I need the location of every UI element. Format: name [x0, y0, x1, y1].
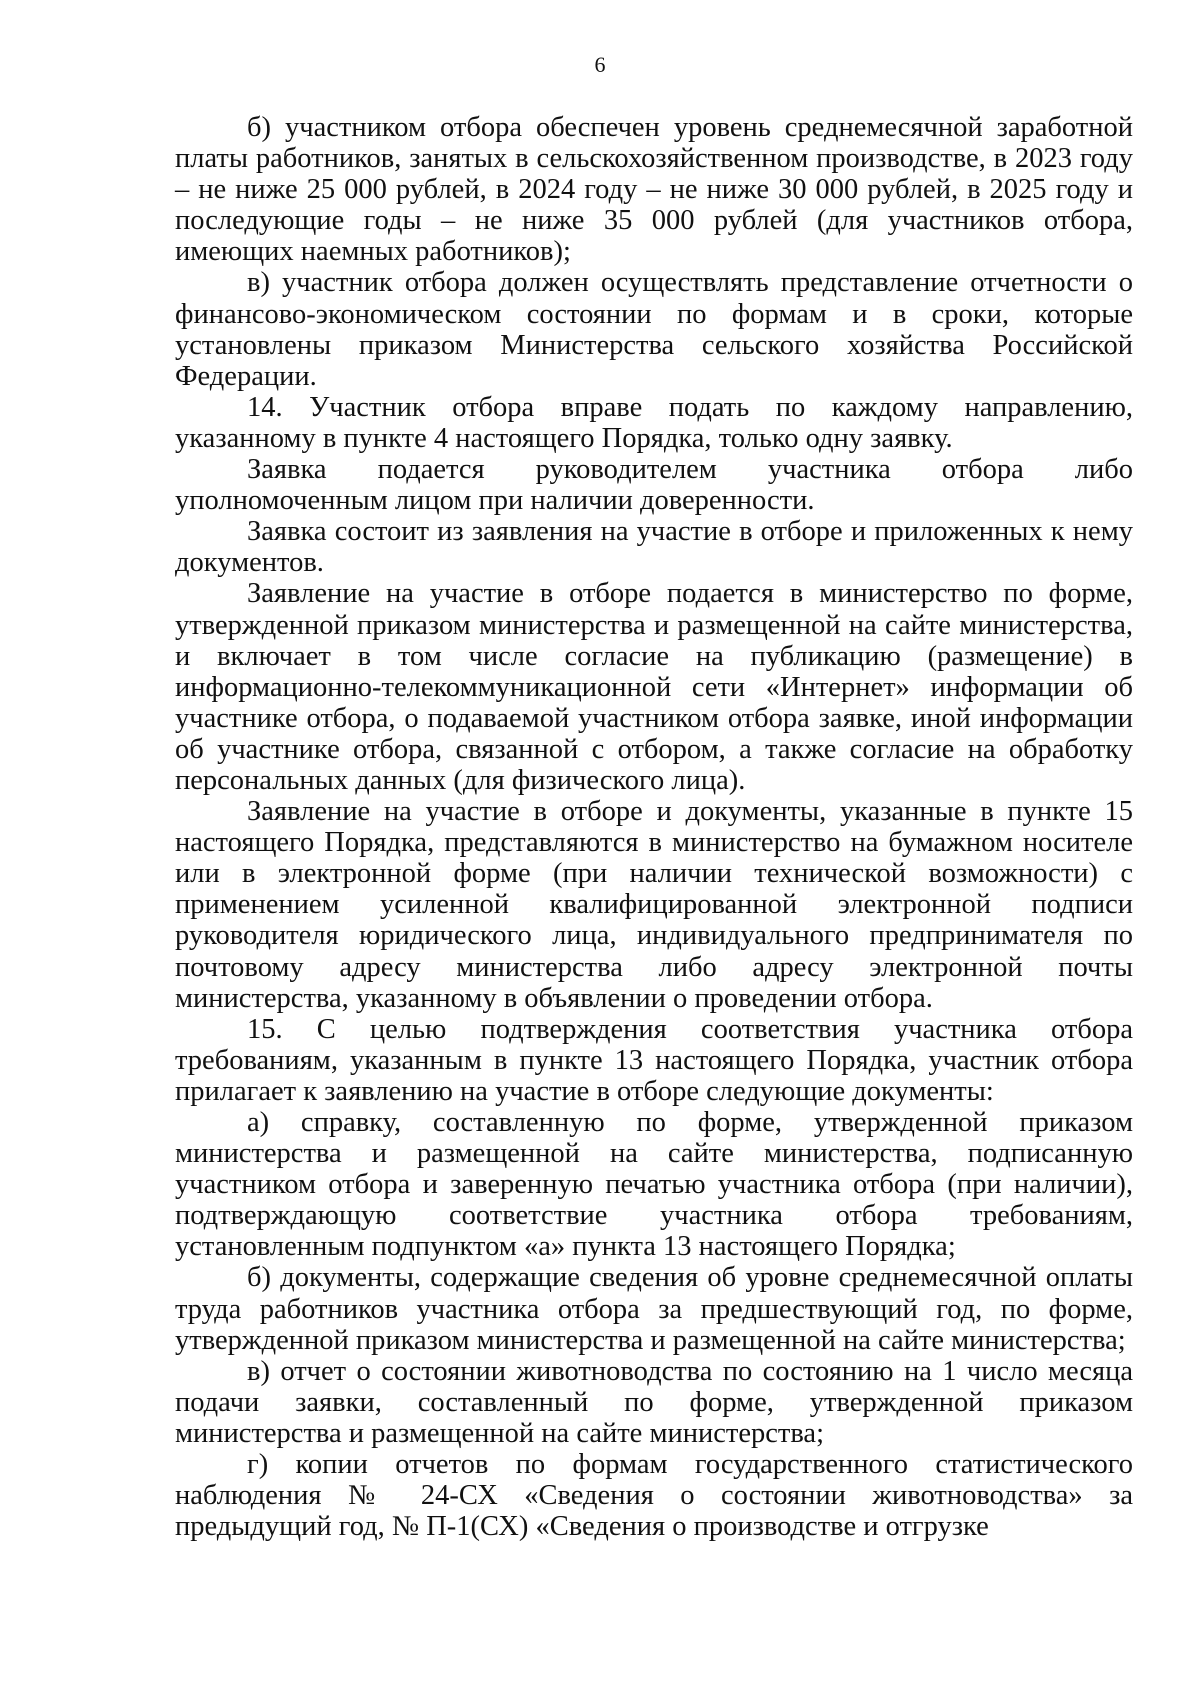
page-number: 6 — [594, 52, 606, 77]
paragraph-15g: г) копии отчетов по формам государственного статистического наблюдения № 24-СХ «Сведения о состоянии животноводства» за предыдущий год, № П-1(СХ) «Сведения о производстве и отгрузке — [175, 1449, 1133, 1543]
paragraph-application-contents: Заявка состоит из заявления на участие в отборе и приложенных к нему документов. — [175, 516, 1133, 579]
paragraph-application-submitter: Заявка подается руководителем участника отбора либо уполномоченным лицом при наличии доверенности. — [175, 454, 1133, 517]
paragraph-14: 14. Участник отбора вправе подать по каждому направлению, указанному в пункте 4 настоящего Порядка, только одну заявку. — [175, 391, 1133, 454]
paragraph-application-form: Заявление на участие в отборе подается в министерство по форме, утвержденной приказом министерства и размещенной на сайте министерства, и включает в том числе согласие на публикацию (размещение) в информационно-телекоммуникационной сети «Интернет» информации об участнике отбора, о подаваемой участником отбора заявке, иной информации об участнике отбора, связанной с отбором, а также согласие на обработку персональных данных (для физического лица). — [175, 578, 1133, 796]
document-body — [175, 112, 1133, 1542]
paragraph-13v: в) участник отбора должен осуществлять представление отчетности о финансово-экономическом состоянии по формам и в сроки, которые установлены приказом Министерства сельского хозяйства Российской Федерации. — [175, 267, 1133, 392]
paragraph-15b: б) документы, содержащие сведения об уровне среднемесячной оплаты труда работников участника отбора за предшествующий год, по форме, утвержденной приказом министерства и размещенной на сайте министерства; — [175, 1262, 1133, 1356]
paragraph-15a: а) справку, составленную по форме, утвержденной приказом министерства и размещенной на сайте министерства, подписанную участником отбора и заверенную печатью участника отбора (при наличии), подтверждающую соответствие участника отбора требованиям, установленным подпунктом «а» пункта 13 настоящего Порядка; — [175, 1107, 1133, 1263]
paragraph-13b: б) участником отбора обеспечен уровень среднемесячной заработной платы работников, занятых в сельскохозяйственном производстве, в 2023 году – не ниже 25 000 рублей, в 2024 году – не ниже 30 000 рублей, в 2025 году и последующие годы – не ниже 35 000 рублей (для участников отбора, имеющих наемных работников); — [175, 112, 1133, 268]
paragraph-15v: в) отчет о состоянии животноводства по состоянию на 1 число месяца подачи заявки, составленный по форме, утвержденной приказом министерства и размещенной на сайте министерства; — [175, 1355, 1133, 1449]
paragraph-15: 15. С целью подтверждения соответствия участника отбора требованиям, указанным в пункте 13 настоящего Порядка, участник отбора прилагает к заявлению на участие в отборе следующие документы: — [175, 1013, 1133, 1107]
paragraph-submission-method: Заявление на участие в отборе и документы, указанные в пункте 15 настоящего Порядка, представляются в министерство на бумажном носителе или в электронной форме (при наличии технической возможности) с применением усиленной квалифицированной электронной подписи руководителя юридического лица, индивидуального предпринимателя по почтовому адресу министерства либо адресу электронной почты министерства, указанному в объявлении о проведении отбора. — [175, 796, 1133, 1014]
